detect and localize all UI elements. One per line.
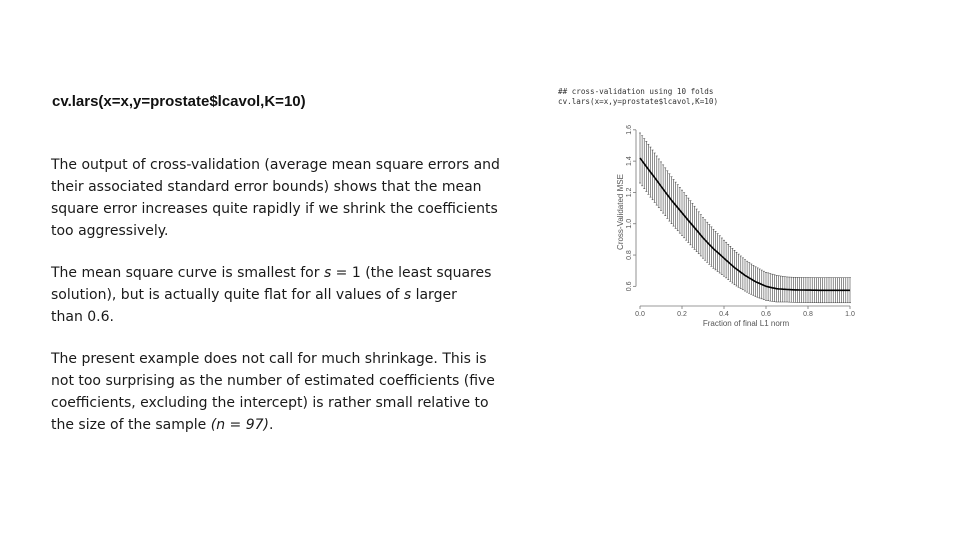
text-run: = 1 (the least squares [331,265,492,281]
x-tick-label: 0.2 [677,311,687,318]
y-tick-label: 1.6 [626,124,633,135]
x-tick-label: 0.4 [719,311,729,318]
variable-s: s [323,265,332,281]
y-tick-label: 0.8 [626,250,633,260]
x-tick-label: 0.0 [635,311,645,318]
text-run: larger [411,287,457,303]
x-tick-label: 1.0 [845,311,855,318]
x-tick-label: 0.8 [803,311,813,318]
text-run: solution), but is actually quite flat for all values of [51,287,404,303]
y-tick-label: 1.0 [626,218,633,229]
paragraph-line: not too surprising as the number of estimated coefficients (five [51,373,495,389]
x-axis-label: Fraction of final L1 norm [702,319,790,328]
variable-s: s [403,287,412,303]
paragraph-line: The present example does not call for much shrinkage. This is [51,351,487,367]
code-call-line: cv.lars(x=x,y=prostate$lcavol,K=10) [558,97,719,106]
paragraph-line: than 0.6. [51,309,114,325]
y-axis-label: Cross-Validated MSE [616,174,625,250]
x-tick-label: 0.6 [761,311,771,318]
sample-size: (n = 97) [210,417,269,433]
code-comment-line: ## cross-validation using 10 folds [558,87,714,96]
text-run: the size of the sample [51,417,211,433]
text-run: The mean square curve is smallest for [51,265,324,281]
paragraph-line: too aggressively. [51,223,169,239]
text-run: . [269,417,274,433]
paragraph-line: square error increases quite rapidly if we shrink the coefficients [51,201,498,217]
paragraph-line: The output of cross-validation (average mean square errors and [51,157,500,173]
y-tick-label: 1.2 [626,187,633,198]
paragraph-line: their associated standard error bounds) shows that the mean [51,179,482,195]
y-tick-label: 0.6 [626,281,633,292]
slide-heading: cv.lars(x=x,y=prostate$lcavol,K=10) [52,93,306,110]
y-tick-label: 1.4 [626,156,633,166]
error-bars [639,133,851,303]
paragraph-line: coefficients, excluding the intercept) is rather small relative to [51,395,489,411]
